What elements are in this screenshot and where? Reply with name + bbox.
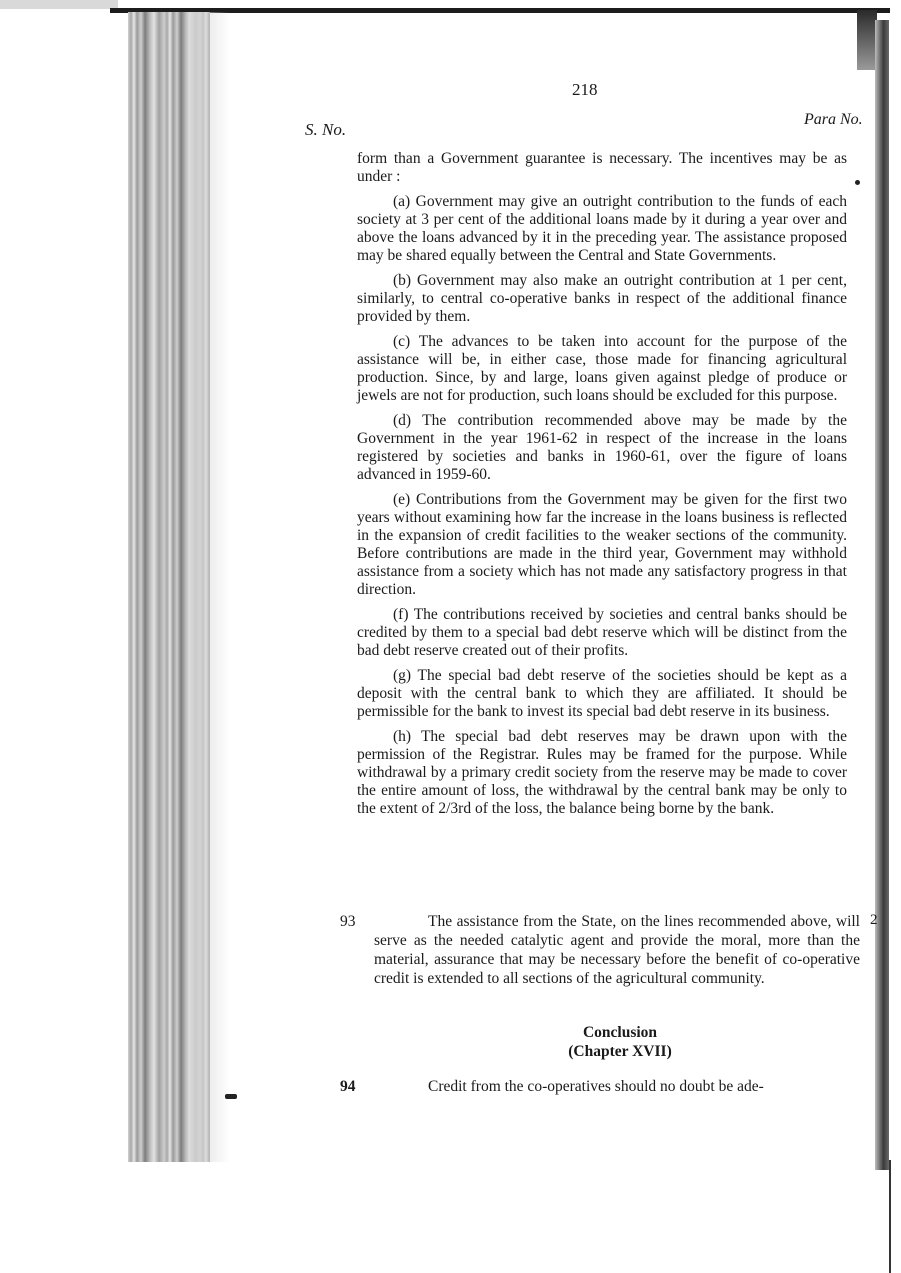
paragraph-d: (d) The contribution recommended above may be made by the Government in the year 1961-62 in respect of the increase in the loans registered by societies and banks in 1960-61, over the figure of loans advanced in 1959-60. — [357, 412, 847, 483]
item-93-para-ref: 2 — [870, 912, 878, 928]
conclusion-chapter: (Chapter XVII) — [568, 1043, 672, 1060]
para-number-heading: Para No. — [804, 111, 863, 128]
right-edge-corner — [857, 10, 877, 70]
paragraph-b: (b) Government may also make an outright contribution at 1 per cent, similarly, to central co-operative banks in respect of the additional finance provided by them. — [357, 272, 847, 325]
item-93 — [340, 912, 860, 988]
right-border-line — [889, 1160, 891, 1273]
serial-number-heading: S. No. — [305, 120, 347, 139]
paragraph-f: (f) The contributions received by societies and central banks should be credited by them to a special bad debt reserve which will be distinct from the bad debt reserve created out of their profits. — [357, 606, 847, 659]
ink-mark — [225, 1094, 237, 1099]
section-heading — [500, 1023, 740, 1061]
scan-edge-stub — [0, 0, 118, 9]
item-94-number: 94 — [340, 1078, 356, 1095]
page-number: 218 — [572, 80, 598, 99]
paragraph-intro: form than a Government guarantee is necessary. The incentives may be as under : — [357, 150, 847, 185]
binding-fade — [190, 12, 230, 1162]
item-94 — [340, 1077, 860, 1096]
body-text — [357, 150, 847, 825]
item-94-text: Credit from the co-operatives should no doubt be ade- — [428, 1078, 764, 1095]
paragraph-c: (c) The advances to be taken into account for the purpose of the assistance will be, in either case, those made for financing agricultural production. Since, by and large, loans given against pledge of produce or jewels are not for production, such loans should be excluded for this purpose. — [357, 333, 847, 404]
item-93-number: 93 — [340, 913, 356, 930]
paragraph-e: (e) Contributions from the Government may be given for the first two years without examining how far the increase in the loans business is reflected in the expansion of credit facilities to the weaker sections of the community. Before contributions are made in the third year, Government may withhold assistance from a society which has not made any satisfactory progress in that direction. — [357, 491, 847, 598]
right-page-edge — [875, 20, 889, 1170]
ink-dot — [855, 180, 860, 185]
item-93-text: The assistance from the State, on the lines recommended above, will serve as the needed catalytic agent and provide the moral, more than the material, assurance that may be necessary before the benefit of co-operative credit is extended to all sections of the agricultural community. — [374, 913, 860, 987]
conclusion-title: Conclusion — [582, 1024, 658, 1041]
paragraph-a: (a) Government may give an outright contribution to the funds of each society at 3 per cent of the additional loans made by it during a year over and above the loans advanced by it in the preceding year. The assistance proposed may be shared equally between the Central and State Governments. — [357, 193, 847, 264]
paragraph-g: (g) The special bad debt reserve of the societies should be kept as a deposit with the central bank to which they are affiliated. It should be permissible for the bank to invest its special bad debt reserve in its business. — [357, 667, 847, 720]
paragraph-h: (h) The special bad debt reserves may be drawn upon with the permission of the Registrar. Rules may be framed for the purpose. While withdrawal by a primary credit society from the reserve may be made to cover the entire amount of loss, the withdrawal by the central bank may be only to the extent of 2/3rd of the loss, the balance being borne by the bank. — [357, 728, 847, 817]
